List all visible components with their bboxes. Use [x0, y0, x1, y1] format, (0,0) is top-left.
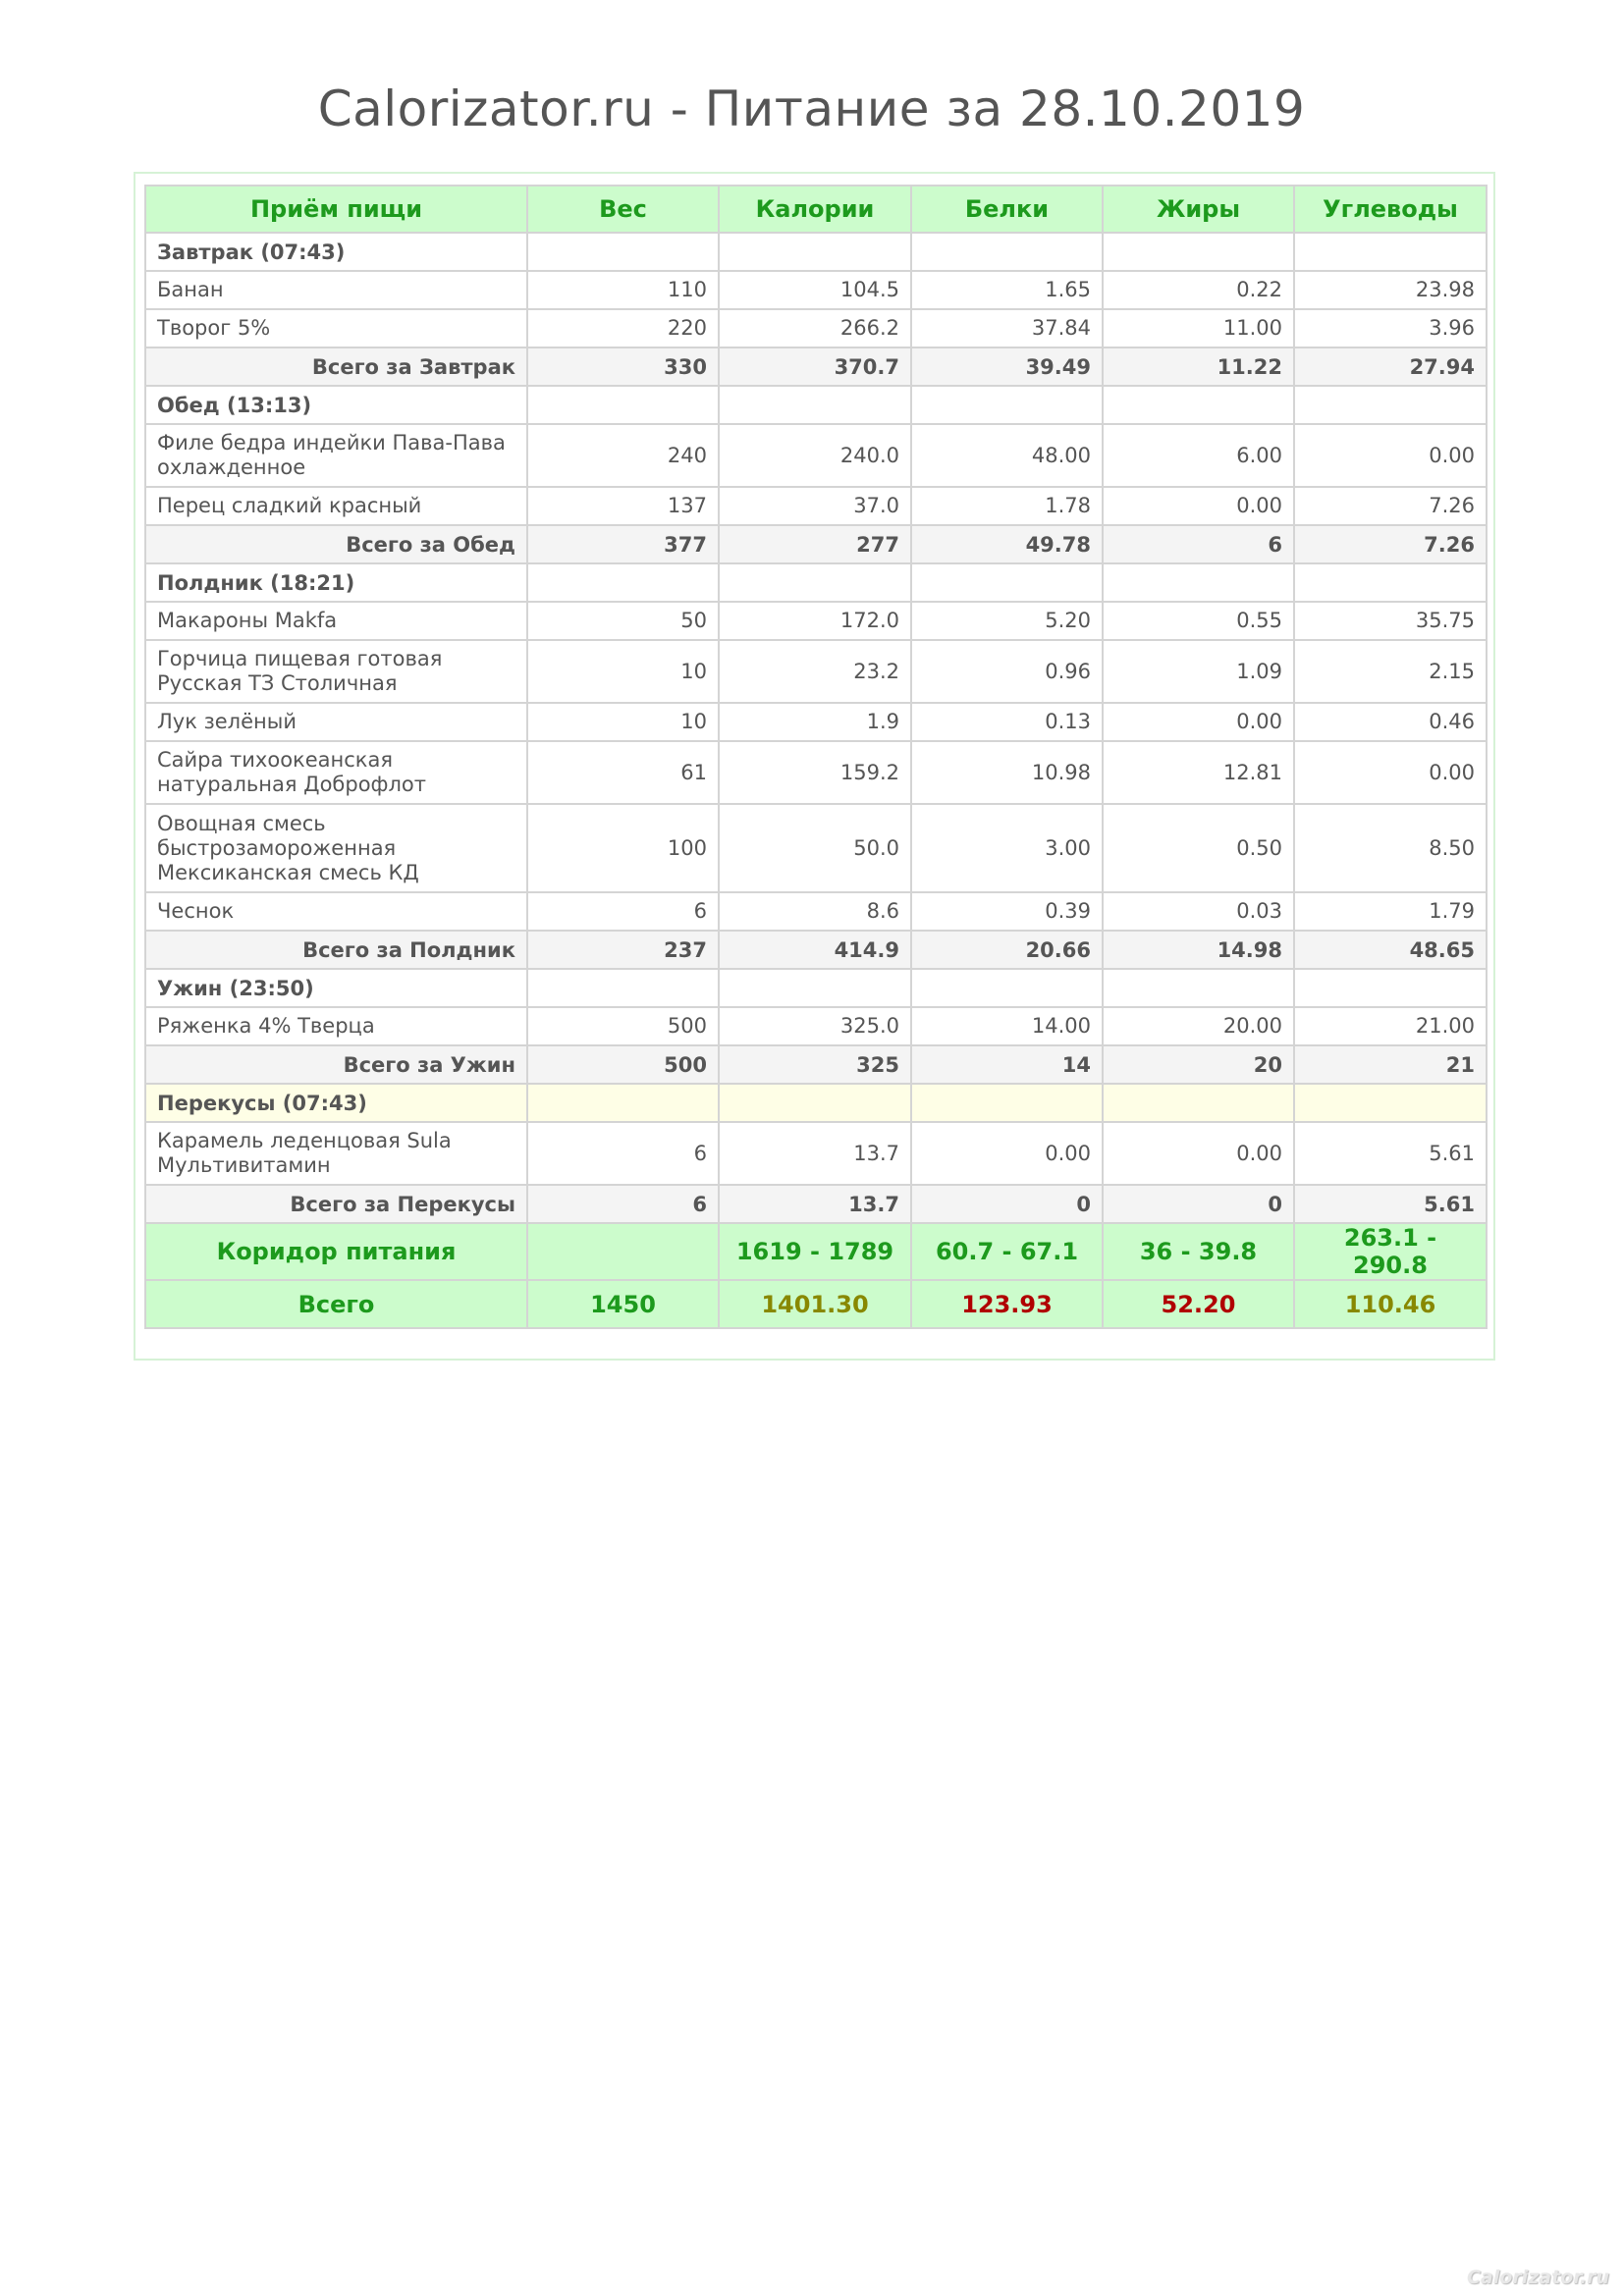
grand-total-fat: 52.20	[1103, 1280, 1294, 1328]
grand-total-carbs: 110.46	[1294, 1280, 1487, 1328]
food-name[interactable]: Ряженка 4% Тверца	[145, 1007, 527, 1045]
grand-total-weight: 1450	[527, 1280, 719, 1328]
protein-cell: 0.96	[911, 640, 1103, 703]
protein-cell: 0.39	[911, 892, 1103, 931]
kcal-cell: 414.9	[719, 931, 911, 969]
nutrition-corridor-row	[145, 1223, 1487, 1280]
kcal-cell: 266.2	[719, 309, 911, 347]
col-header-carbs: Углеводы	[1294, 186, 1487, 233]
table-row	[145, 703, 1487, 741]
header-row	[145, 186, 1487, 233]
table-row	[145, 804, 1487, 892]
kcal-cell: 172.0	[719, 602, 911, 640]
kcal-cell: 13.7	[719, 1122, 911, 1185]
carbs-cell: 7.26	[1294, 487, 1487, 525]
grand-total-kcal: 1401.30	[719, 1280, 911, 1328]
weight-cell: 10	[527, 640, 719, 703]
weight-cell: 110	[527, 271, 719, 309]
corridor-protein: 60.7 - 67.1	[911, 1223, 1103, 1280]
food-name[interactable]: Карамель леденцовая Sula Мультивитамин	[145, 1122, 527, 1185]
corridor-fat: 36 - 39.8	[1103, 1223, 1294, 1280]
table-row	[145, 424, 1487, 487]
total-row-breakfast	[145, 347, 1487, 386]
weight-cell: 61	[527, 741, 719, 804]
corridor-weight	[527, 1223, 719, 1280]
protein-cell: 39.49	[911, 347, 1103, 386]
carbs-cell: 5.61	[1294, 1185, 1487, 1223]
weight-cell: 10	[527, 703, 719, 741]
col-header-weight: Вес	[527, 186, 719, 233]
fat-cell: 6	[1103, 525, 1294, 563]
carbs-cell: 35.75	[1294, 602, 1487, 640]
protein-cell: 10.98	[911, 741, 1103, 804]
fat-cell: 0	[1103, 1185, 1294, 1223]
protein-cell: 20.66	[911, 931, 1103, 969]
fat-cell: 1.09	[1103, 640, 1294, 703]
carbs-cell: 21.00	[1294, 1007, 1487, 1045]
table-row	[145, 487, 1487, 525]
fat-cell: 14.98	[1103, 931, 1294, 969]
food-name[interactable]: Макароны Makfa	[145, 602, 527, 640]
section-breakfast	[145, 233, 1487, 271]
protein-cell: 14	[911, 1045, 1103, 1084]
carbs-cell: 23.98	[1294, 271, 1487, 309]
fat-cell: 0.00	[1103, 1122, 1294, 1185]
kcal-cell: 277	[719, 525, 911, 563]
carbs-cell: 21	[1294, 1045, 1487, 1084]
table-row	[145, 602, 1487, 640]
weight-cell: 50	[527, 602, 719, 640]
col-header-protein: Белки	[911, 186, 1103, 233]
section-dinner	[145, 969, 1487, 1007]
kcal-cell: 1.9	[719, 703, 911, 741]
table-row	[145, 1122, 1487, 1185]
total-row-lunch	[145, 525, 1487, 563]
kcal-cell: 23.2	[719, 640, 911, 703]
table-row	[145, 892, 1487, 931]
protein-cell: 3.00	[911, 804, 1103, 892]
fat-cell: 0.22	[1103, 271, 1294, 309]
total-label: Всего за Завтрак	[145, 347, 527, 386]
protein-cell: 0	[911, 1185, 1103, 1223]
carbs-cell: 0.00	[1294, 741, 1487, 804]
protein-cell: 0.13	[911, 703, 1103, 741]
food-name[interactable]: Горчица пищевая готовая Русская ТЗ Столичная	[145, 640, 527, 703]
total-row-dinner	[145, 1045, 1487, 1084]
total-label: Всего за Обед	[145, 525, 527, 563]
weight-cell: 500	[527, 1007, 719, 1045]
nutrition-table	[144, 185, 1488, 1329]
total-row-afternoon	[145, 931, 1487, 969]
table-row	[145, 271, 1487, 309]
weight-cell: 137	[527, 487, 719, 525]
food-name[interactable]: Лук зелёный	[145, 703, 527, 741]
weight-cell: 6	[527, 892, 719, 931]
kcal-cell: 325	[719, 1045, 911, 1084]
food-name[interactable]: Перец сладкий красный	[145, 487, 527, 525]
weight-cell: 6	[527, 1185, 719, 1223]
food-name[interactable]: Чеснок	[145, 892, 527, 931]
section-lunch	[145, 386, 1487, 424]
weight-cell: 500	[527, 1045, 719, 1084]
fat-cell: 6.00	[1103, 424, 1294, 487]
fat-cell: 20	[1103, 1045, 1294, 1084]
carbs-cell: 1.79	[1294, 892, 1487, 931]
carbs-cell: 7.26	[1294, 525, 1487, 563]
weight-cell: 100	[527, 804, 719, 892]
corridor-kcal: 1619 - 1789	[719, 1223, 911, 1280]
grand-total-protein: 123.93	[911, 1280, 1103, 1328]
carbs-cell: 5.61	[1294, 1122, 1487, 1185]
table-row	[145, 640, 1487, 703]
table-row	[145, 309, 1487, 347]
kcal-cell: 370.7	[719, 347, 911, 386]
col-header-kcal: Калории	[719, 186, 911, 233]
fat-cell: 0.50	[1103, 804, 1294, 892]
weight-cell: 240	[527, 424, 719, 487]
kcal-cell: 159.2	[719, 741, 911, 804]
page-title: Calorizator.ru - Питание за 28.10.2019	[317, 80, 1306, 137]
kcal-cell: 37.0	[719, 487, 911, 525]
section-title: Перекусы (07:43)	[145, 1084, 527, 1122]
kcal-cell: 8.6	[719, 892, 911, 931]
kcal-cell: 50.0	[719, 804, 911, 892]
fat-cell: 0.03	[1103, 892, 1294, 931]
protein-cell: 1.78	[911, 487, 1103, 525]
fat-cell: 0.00	[1103, 487, 1294, 525]
fat-cell: 0.55	[1103, 602, 1294, 640]
corridor-carbs: 263.1 - 290.8	[1294, 1223, 1487, 1280]
table-row	[145, 1007, 1487, 1045]
carbs-cell: 48.65	[1294, 931, 1487, 969]
total-label: Всего за Полдник	[145, 931, 527, 969]
protein-cell: 48.00	[911, 424, 1103, 487]
protein-cell: 14.00	[911, 1007, 1103, 1045]
weight-cell: 6	[527, 1122, 719, 1185]
table-row	[145, 741, 1487, 804]
weight-cell: 220	[527, 309, 719, 347]
section-title: Завтрак (07:43)	[145, 233, 527, 271]
protein-cell: 49.78	[911, 525, 1103, 563]
protein-cell: 0.00	[911, 1122, 1103, 1185]
total-label: Всего за Перекусы	[145, 1185, 527, 1223]
carbs-cell: 27.94	[1294, 347, 1487, 386]
kcal-cell: 240.0	[719, 424, 911, 487]
food-name[interactable]: Сайра тихоокеанская натуральная Доброфлот	[145, 741, 527, 804]
protein-cell: 1.65	[911, 271, 1103, 309]
section-title: Обед (13:13)	[145, 386, 527, 424]
section-afternoon	[145, 563, 1487, 602]
weight-cell: 377	[527, 525, 719, 563]
carbs-cell: 0.46	[1294, 703, 1487, 741]
section-title: Ужин (23:50)	[145, 969, 527, 1007]
fat-cell: 0.00	[1103, 703, 1294, 741]
kcal-cell: 104.5	[719, 271, 911, 309]
carbs-cell: 0.00	[1294, 424, 1487, 487]
fat-cell: 11.22	[1103, 347, 1294, 386]
weight-cell: 237	[527, 931, 719, 969]
food-name[interactable]: Творог 5%	[145, 309, 527, 347]
fat-cell: 20.00	[1103, 1007, 1294, 1045]
watermark: Calorizator.ru	[1466, 2267, 1609, 2288]
protein-cell: 37.84	[911, 309, 1103, 347]
grand-total-label: Всего	[145, 1280, 527, 1328]
carbs-cell: 2.15	[1294, 640, 1487, 703]
food-name[interactable]: Филе бедра индейки Пава-Пава охлажденное	[145, 424, 527, 487]
section-title: Полдник (18:21)	[145, 563, 527, 602]
fat-cell: 11.00	[1103, 309, 1294, 347]
grand-total-row	[145, 1280, 1487, 1328]
food-name[interactable]: Банан	[145, 271, 527, 309]
food-name[interactable]: Овощная смесь быстрозамороженная Мексиканская смесь КД	[145, 804, 527, 892]
total-row-snacks	[145, 1185, 1487, 1223]
section-snacks	[145, 1084, 1487, 1122]
protein-cell: 5.20	[911, 602, 1103, 640]
carbs-cell: 8.50	[1294, 804, 1487, 892]
fat-cell: 12.81	[1103, 741, 1294, 804]
carbs-cell: 3.96	[1294, 309, 1487, 347]
total-label: Всего за Ужин	[145, 1045, 527, 1084]
col-header-fat: Жиры	[1103, 186, 1294, 233]
corridor-label: Коридор питания	[145, 1223, 527, 1280]
weight-cell: 330	[527, 347, 719, 386]
kcal-cell: 13.7	[719, 1185, 911, 1223]
col-header-meal: Приём пищи	[145, 186, 527, 233]
kcal-cell: 325.0	[719, 1007, 911, 1045]
